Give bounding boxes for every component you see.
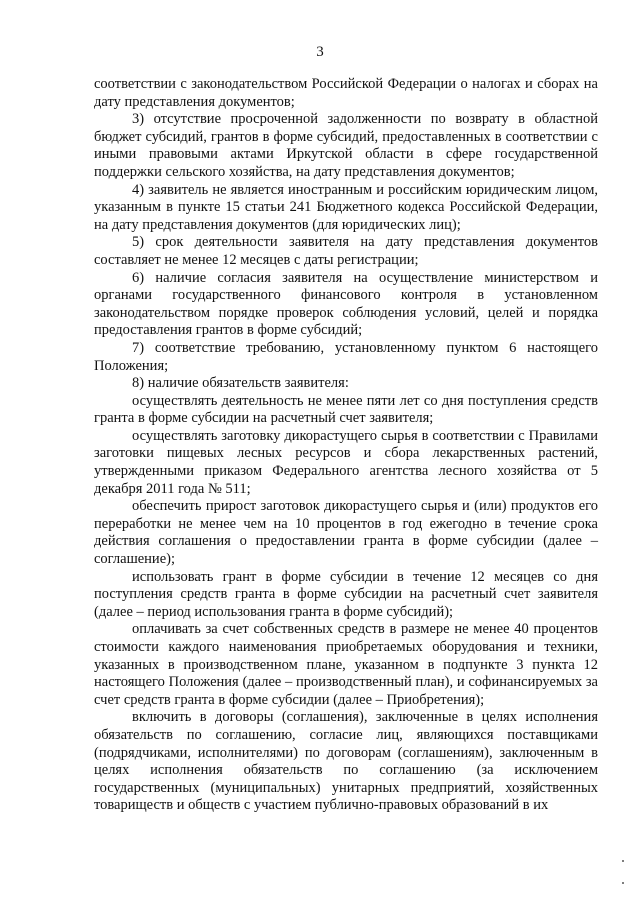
- paragraph-item-4: 4) заявитель не является иностранным и российским юридическим лицом, указанным в пункте 15 статьи 241 Бюджетного кодекса Российской Федерации, на дату представления документов (для юридических лиц);: [94, 181, 598, 233]
- paragraph-obligation-growth: обеспечить прирост заготовок дикорастущего сырья и (или) продуктов его переработки не менее чем на 10 процентов в год ежегодно в течение срока действия соглашения о предоставлении гранта в форме субсидии (далее – соглашение);: [94, 498, 598, 568]
- paragraph-obligation-contracts: включить в договоры (соглашения), заключенные в целях исполнения обязательств по соглашению, согласие лиц, являющихся поставщиками (подрядчиками, исполнителями) по договорам (соглашениям), заключенным в целях исполнения обязательств по соглашению (за исключением государственных (муниципальных) унитарных предприятий, хозяйственных товариществ и обществ с участием публично-правовых образований в их: [94, 709, 598, 814]
- paragraph-item-8: 8) наличие обязательств заявителя:: [132, 375, 349, 392]
- paragraph-obligation-grant-use: использовать грант в форме субсидии в течение 12 месяцев со дня поступления средств гранта в форме субсидии на расчетный счет заявителя (далее – период использования гранта в форме субсидий);: [94, 568, 598, 620]
- scan-mark: [622, 882, 624, 884]
- paragraph-item-3: 3) отсутствие просроченной задолженности по возврату в областной бюджет субсидий, грантов в форме субсидий, предоставленных в соответствии с иными правовыми актами Иркутской области в сфере государственной поддержки сельского хозяйства, на дату представления документов;: [94, 111, 598, 180]
- paragraph-item-7: 7) соответствие требованию, установленному пунктом 6 настоящего Положения;: [94, 339, 598, 374]
- paragraph-obligation-harvesting: осуществлять заготовку дикорастущего сырья в соответствии с Правилами заготовки пищевых лесных ресурсов и сбора лекарственных растений, утвержденными приказом Федерального агентства лесного хозяйства от 5 декабря 2011 года № 511;: [94, 427, 598, 497]
- paragraph-item-5: 5) срок деятельности заявителя на дату представления документов составляет не менее 12 месяцев с даты регистрации;: [94, 234, 598, 268]
- paragraph-obligation-cofinancing: оплачивать за счет собственных средств в размере не менее 40 процентов стоимости каждого наименования приобретаемых оборудования и техники, указанных в производственном плане, указанном в подпункте 3 пункта 12 настоящего Положения (далее – производственный план), и софинансируемых за счет средств гранта в форме субсидии (далее – Приобретения);: [94, 621, 598, 708]
- page-number: 3: [316, 44, 324, 60]
- paragraph-item-6: 6) наличие согласия заявителя на осуществление министерством и органами государственного финансового контроля в установленном законодательством порядке проверок соблюдения условий, целей и порядка предоставления грантов в форме субсидий;: [94, 269, 598, 339]
- paragraph-obligation-activity: осуществлять деятельность не менее пяти лет со дня поступления средств гранта в форме субсидии на расчетный счет заявителя;: [94, 392, 598, 427]
- paragraph-tax-continuation: соответствии с законодательством Российской Федерации о налогах и сборах на дату представления документов;: [94, 76, 598, 110]
- document-body: [94, 76, 598, 815]
- scan-mark: [622, 860, 624, 862]
